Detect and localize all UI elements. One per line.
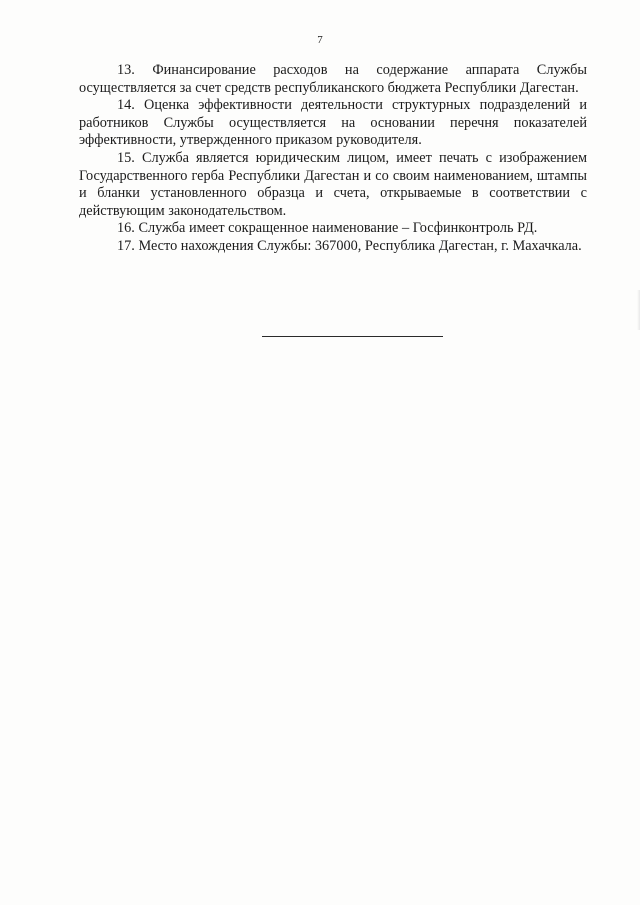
paragraph-17: 17. Место нахождения Службы: 367000, Республика Дагестан, г. Махачкала.	[117, 237, 582, 254]
paragraph-16: 16. Служба имеет сокращенное наименование – Госфинконтроль РД.	[117, 220, 538, 237]
paragraph-14: 14. Оценка эффективности деятельности структурных подразделений и работников Службы осуществляется на основании перечня показателей эффективности, утвержденного приказом руководителя.	[79, 97, 587, 149]
closing-divider-line	[262, 336, 443, 337]
paragraph-13: 13. Финансирование расходов на содержание аппарата Службы осуществляется за счет средств республиканского бюджета Республики Дагестан.	[79, 62, 587, 96]
document-body	[79, 62, 587, 256]
page-number: 7	[317, 34, 323, 46]
paragraph-15: 15. Служба является юридическим лицом, имеет печать с изображением Государственного герба Республики Дагестан и со своим наименованием, штампы и бланки установленного образца и счета, открываемые в соответствии с действующим законодательством.	[79, 149, 587, 219]
